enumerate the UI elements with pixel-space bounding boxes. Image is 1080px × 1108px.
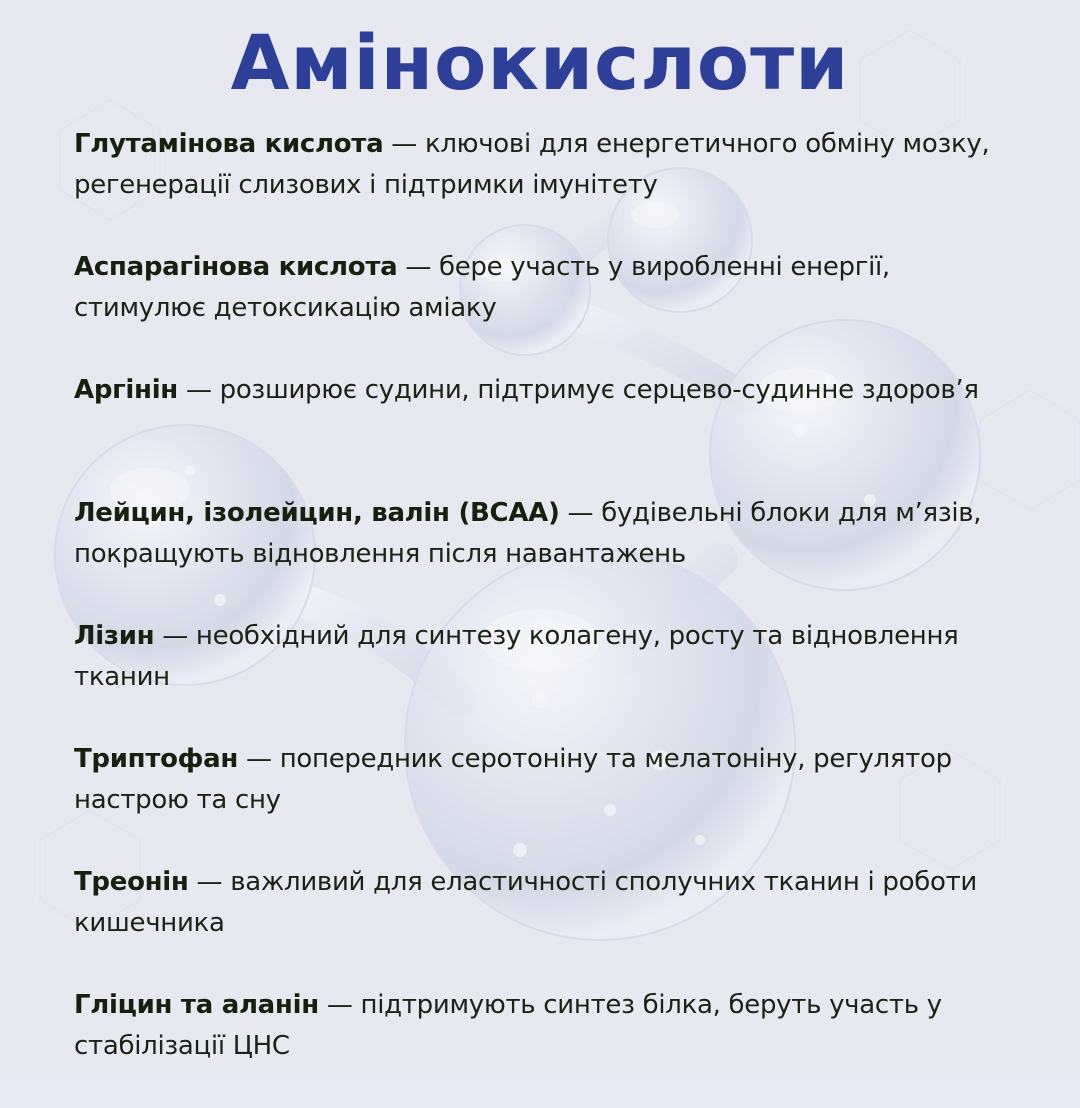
amino-acid-description: — необхідний для синтезу колагену, росту та відновлення тканин — [74, 621, 959, 692]
page-title: Амінокислоти — [230, 18, 850, 107]
amino-acid-name: Аргінін — [74, 375, 178, 405]
list-item — [74, 739, 1014, 821]
amino-acid-name: Треонін — [74, 867, 189, 897]
list-item — [74, 616, 1014, 698]
amino-acid-description: — підтримують синтез білка, беруть участь у стабілізації ЦНС — [74, 990, 942, 1061]
amino-acid-name: Гліцин та аланін — [74, 990, 319, 1020]
amino-acid-name: Триптофан — [74, 744, 239, 774]
amino-acid-name: Лізин — [74, 621, 155, 651]
list-item — [74, 493, 1014, 575]
list-item — [74, 124, 1014, 206]
amino-acid-description: — будівельні блоки для м’язів, покращують відновлення після навантажень — [74, 498, 982, 569]
amino-acid-description: — розширює судини, підтримує серцево-судинне здоров’я — [177, 375, 979, 405]
amino-acid-name: Глутамінова кислота — [74, 129, 384, 159]
list-item — [74, 985, 1014, 1067]
amino-acid-name: Лейцин, ізолейцин, валін (BCAA) — [74, 498, 560, 528]
amino-acid-description: — попередник серотоніну та мелатоніну, регулятор настрою та сну — [74, 744, 952, 815]
amino-acid-description: — важливий для еластичності сполучних тканин і роботи кишечника — [74, 867, 978, 938]
list-item — [74, 862, 1014, 944]
amino-acid-description: — бере участь у виробленні енергії, стимулює детоксикацію аміаку — [74, 252, 890, 323]
list-item — [74, 370, 1014, 452]
amino-acid-description: — ключові для енергетичного обміну мозку, регенерації слизових і підтримки імунітету — [74, 129, 990, 200]
amino-acid-list — [74, 124, 1014, 1108]
list-item — [74, 247, 1014, 329]
amino-acid-name: Аспарагінова кислота — [74, 252, 398, 282]
